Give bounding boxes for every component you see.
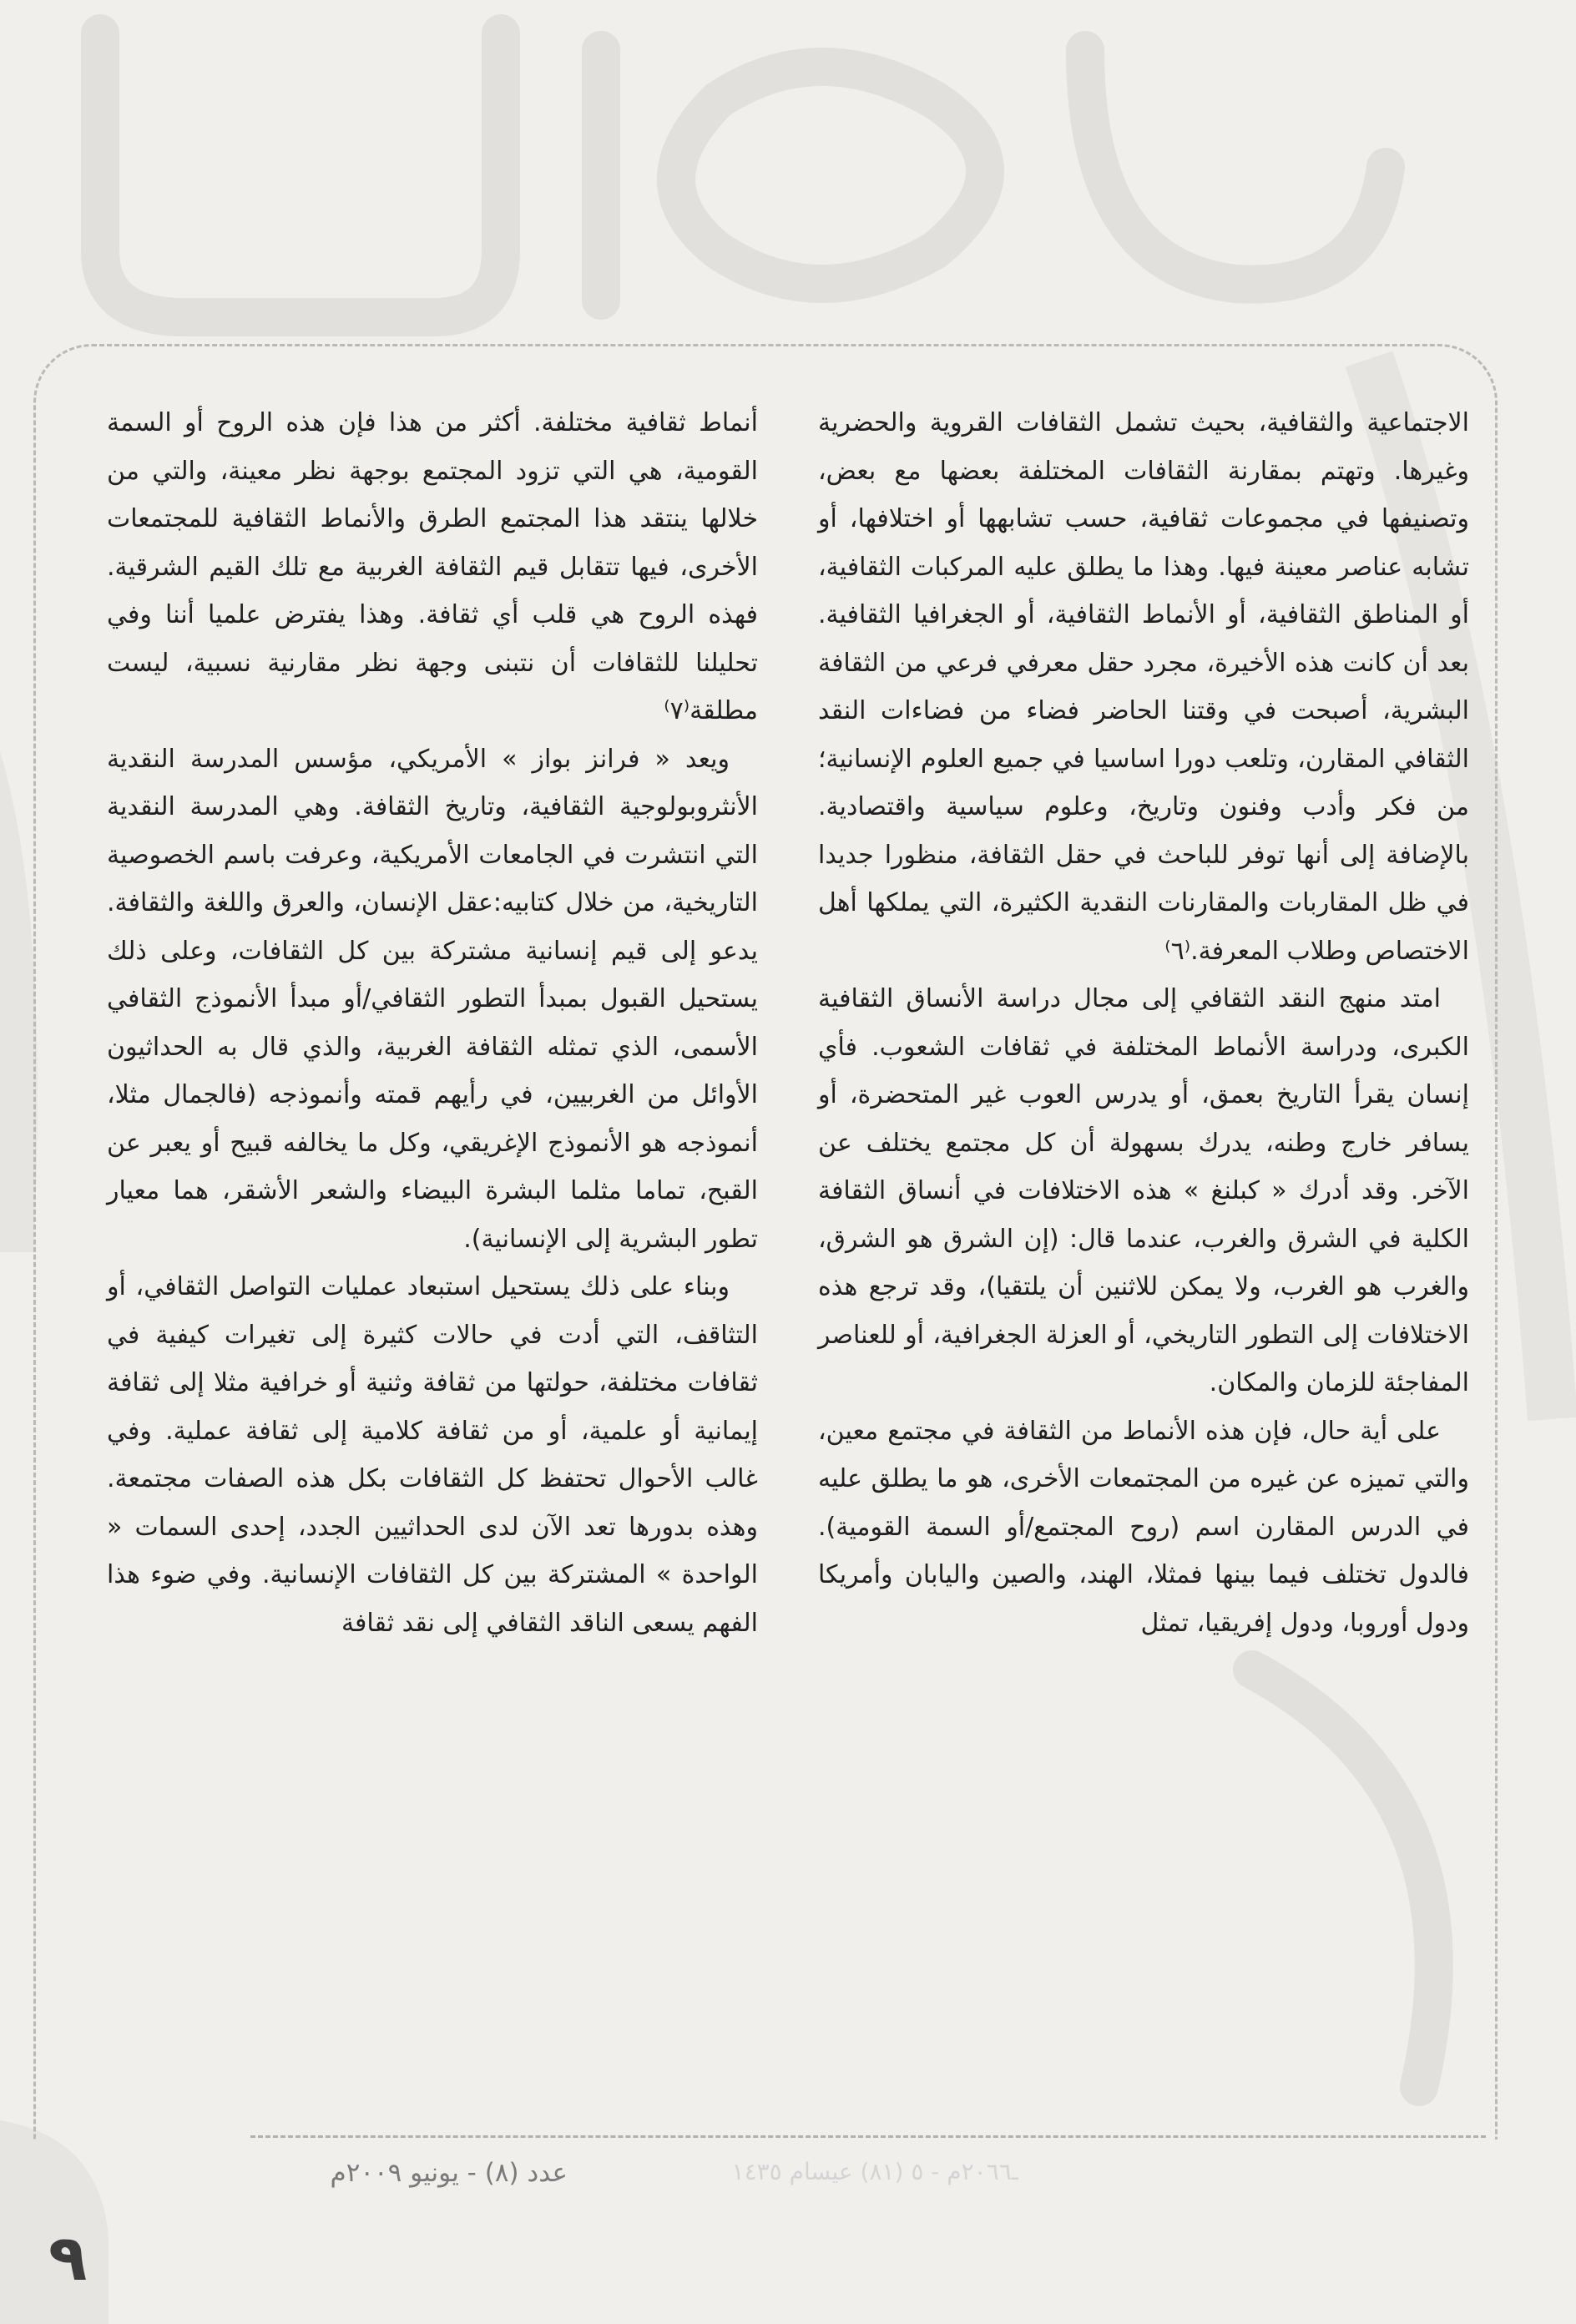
- text-column-right: [818, 399, 1469, 1647]
- left-paragraph-1: أنماط ثقافية مختلفة. أكثر من هذا فإن هذه الروح أو السمة القومية، هي التي تزود المجتمع بوجهة نظر معينة، والتي من خلالها ينتقد هذا المجتمع الطرق والأنماط الثقافية للمجتمعات الأخرى، فيها تتقابل قيم الثقافة الغربية مع تلك القيم الشرقية. فهذه الروح هي قلب أي ثقافة. وهذا يفترض علميا أننا وفي تحليلنا للثقافات أن نتبنى وجهة نظر مقارنية نسبية، ليست مطلقة⁽٧⁾: [107, 408, 758, 725]
- page-number: ٩: [48, 2220, 88, 2295]
- right-paragraph-2: امتد منهج النقد الثقافي إلى مجال دراسة الأنساق الثقافية الكبرى، ودراسة الأنماط المختلفة في ثقافات الشعوب. فأي إنسان يقرأ التاريخ بعمق، أو يدرس العوب غير المتحضرة، أو يسافر خارج وطنه، يدرك بسهولة أن كل مجتمع يختلف عن الآخر. وقد أدرك « كبلنغ » هذه الاختلافات في أنساق الثقافة الكلية في الشرق والغرب، عندما قال: (إن الشرق هو الشرق، والغرب هو الغرب، ولا يمكن للاثنين أن يلتقيا)، وقد ترجع هذه الاختلافات إلى التطور التاريخي، أو العزلة الجغرافية، أو للعناصر المفاجئة للزمان والمكان.: [818, 984, 1469, 1397]
- footer-bleed-through-text: ـ٢٠٦٦م - ٥ (٨١) عيسام ١٤٣٥: [731, 2158, 1018, 2185]
- right-paragraph-1: الاجتماعية والثقافية، بحيث تشمل الثقافات القروية والحضرية وغيرها. وتهتم بمقارنة الثقافات المختلفة بعضها مع بعض، وتصنيفها في مجموعات ثقافية، حسب تشابهها أو اختلافها، أو تشابه عناصر معينة فيها. وهذا ما يطلق عليه المركبات الثقافية، أو المناطق الثقافية، أو الأنماط الثقافية، أو الجغرافيا الثقافية. بعد أن كانت هذه الأخيرة، مجرد حقل معرفي فرعي من الثقافة البشرية، أصبحت في وقتنا الحاضر فضاء من فضاءات النقد الثقافي المقارن، وتلعب دورا اساسيا في جميع العلوم الإنسانية؛ من فكر وأدب وفنون وتاريخ، وعلوم سياسية واقتصادية. بالإضافة إلى أنها توفر للباحث في حقل الثقافة، منظورا جديدا في ظل المقاربات والمقارنات النقدية الكثيرة، التي يملكها أهل الاختصاص وطلاب المعرفة.⁽٦⁾: [818, 408, 1469, 966]
- left-paragraph-2: ويعد « فرانز بواز » الأمريكي، مؤسس المدرسة النقدية الأنثروبولوجية الثقافية، وتاريخ الثقافة. وهي المدرسة النقدية التي انتشرت في الجامعات الأمريكية، وعرفت باسم الخصوصية التاريخية، من خلال كتابيه:عقل الإنسان، والعرق واللغة والثقافة. يدعو إلى قيم إنسانية مشتركة بين كل الثقافات، وعلى ذلك يستحيل القبول بمبدأ التطور الثقافي/أو مبدأ الأنموذج الثقافي الأسمى، الذي تمثله الثقافة الغربية، والذي قال به الحداثيون الأوائل من الغربيين، في رأيهم قمته وأنموذجه (فالجمال مثلا، أنموذجه هو الأنموذج الإغريقي، وكل ما يخالفه قبيح أو يعبر عن القبح، تماما مثلما البشرة البيضاء والشعر الأشقر، هما معيار تطور البشرية إلى الإنسانية).: [107, 744, 758, 1254]
- footer-divider: [250, 2135, 1486, 2138]
- issue-footer: عدد (٨) - يونيو ٢٠٠٩م: [330, 2158, 568, 2188]
- right-paragraph-3: على أية حال، فإن هذه الأنماط من الثقافة في مجتمع معين، والتي تميزه عن غيره من المجتمعات الأخرى، هو ما يطلق عليه في الدرس المقارن اسم (روح المجتمع/أو السمة القومية). فالدول تختلف فيما بينها فمثلا، الهند، والصين واليابان وأمريكا ودول أوروبا، ودول إفريقيا، تمثل: [818, 1416, 1469, 1638]
- left-paragraph-3: وبناء على ذلك يستحيل استبعاد عمليات التواصل الثقافي، أو التثاقف، التي أدت في حالات كثيرة إلى تغيرات كيفية في ثقافات مختلفة، حولتها من ثقافة وثنية أو خرافية مثلا إلى ثقافة إيمانية أو علمية، أو من ثقافة كلامية إلى ثقافة عملية. وفي غالب الأحوال تحتفظ كل الثقافات بكل هذه الصفات مجتمعة. وهذه بدورها تعد الآن لدى الحداثيين الجدد، إحدى السمات « الواحدة » المشتركة بين كل الثقافات الإنسانية. وفي ضوء هذا الفهم يسعى الناقد الثقافي إلى نقد ثقافة: [107, 1272, 758, 1638]
- text-column-left: [107, 399, 758, 1647]
